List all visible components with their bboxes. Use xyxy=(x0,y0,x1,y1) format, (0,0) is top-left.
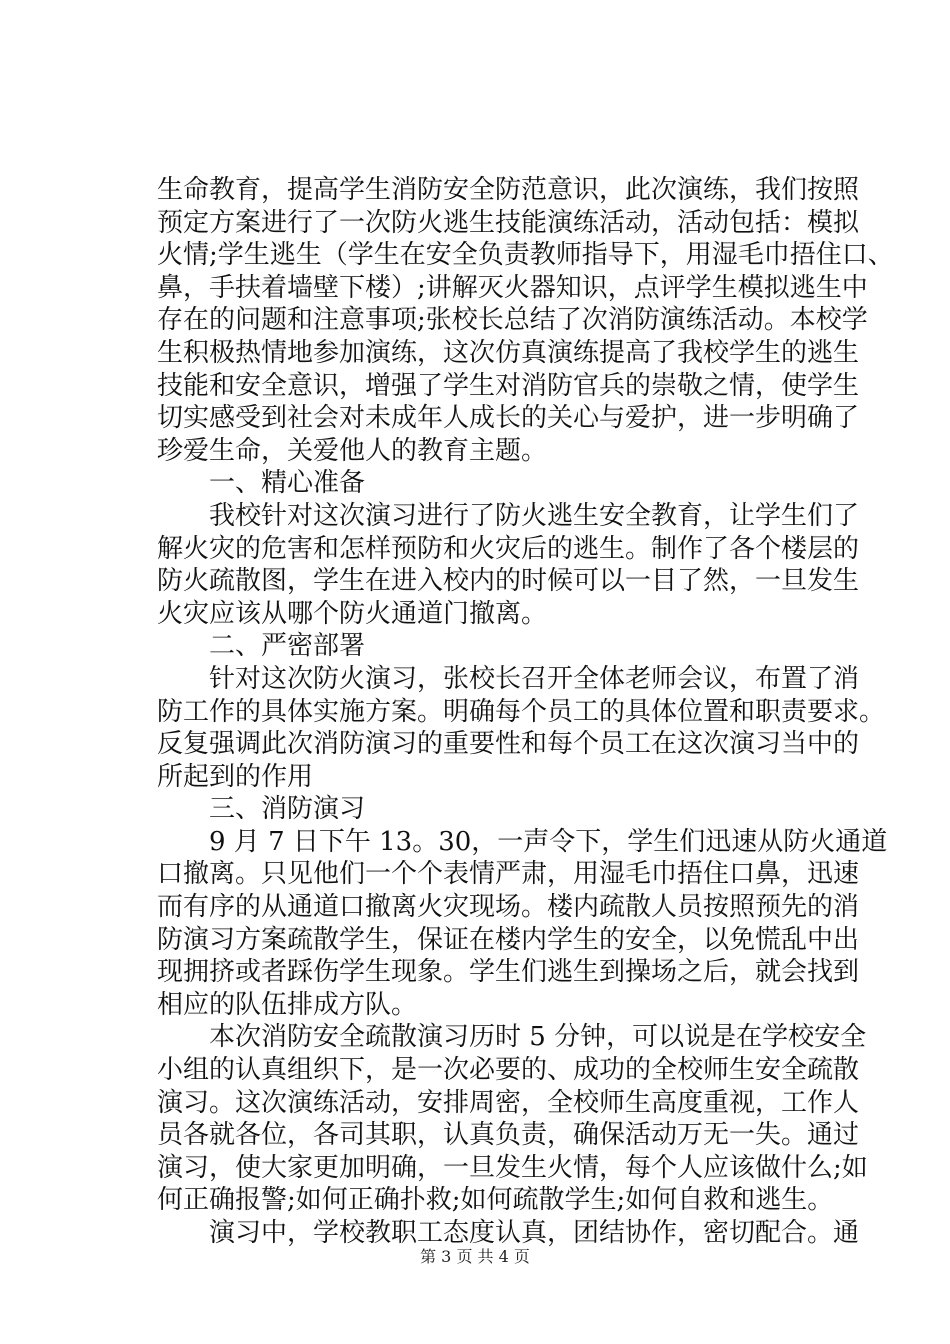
text-line: 演习，使大家更加明确，一旦发生火情，每个人应该做什么;如 xyxy=(157,1152,868,1183)
text-line: 演习中，学校教职工态度认真，团结协作，密切配合。通 xyxy=(157,1218,860,1248)
text-line: 生命教育，提高学生消防安全防范意识，此次演练，我们按照 xyxy=(157,175,860,205)
text-line: 演习。这次演练活动，安排周密，全校师生高度重视，工作人 xyxy=(157,1087,860,1118)
text-line: 一、精心准备 xyxy=(157,468,366,499)
text-line: 防火疏散图，学生在进入校内的时候可以一目了然，一旦发生 xyxy=(157,566,860,597)
text-line: 反复强调此次消防演习的重要性和每个员工在这次演习当中的 xyxy=(157,729,860,760)
text-line: 技能和安全意识，增强了学生对消防官兵的崇敬之情，使学生 xyxy=(157,370,860,401)
text-line: 本次消防安全疏散演习历时 5 分钟，可以说是在学校安全 xyxy=(157,1022,867,1053)
text-line: 切实感受到社会对未成年人成长的关心与爱护，进一步明确了 xyxy=(157,403,860,434)
text-line: 小组的认真组织下，是一次必要的、成功的全校师生安全疏散 xyxy=(157,1055,860,1086)
text-line: 鼻，手扶着墙壁下楼）;讲解灭火器知识，点评学生模拟逃生中 xyxy=(157,272,868,303)
text-line: 三、消防演习 xyxy=(157,794,366,825)
document-body xyxy=(157,174,894,1250)
text-line: 珍爱生命，关爱他人的教育主题。 xyxy=(157,435,548,466)
text-line: 解火灾的危害和怎样预防和火灾后的逃生。制作了各个楼层的 xyxy=(157,533,860,564)
text-line: 口撤离。只见他们一个个表情严肃，用湿毛巾捂住口鼻，迅速 xyxy=(157,859,860,890)
text-line: 员各就各位，各司其职，认真负责，确保活动万无一失。通过 xyxy=(157,1120,860,1151)
text-line: 相应的队伍排成方队。 xyxy=(157,989,418,1020)
text-line: 现拥挤或者踩伤学生现象。学生们逃生到操场之后，就会找到 xyxy=(157,957,860,988)
page-footer: 第 3 页 共 4 页 xyxy=(420,1247,530,1266)
text-line: 二、严密部署 xyxy=(157,631,366,662)
text-line: 防演习方案疏散学生，保证在楼内学生的安全，以免慌乱中出 xyxy=(157,924,860,955)
text-line: 何正确报警;如何正确扑救;如何疏散学生;如何自救和逃生。 xyxy=(157,1185,834,1216)
text-line: 生积极热情地参加演练，这次仿真演练提高了我校学生的逃生 xyxy=(157,337,860,368)
text-line: 所起到的作用 xyxy=(157,761,314,792)
text-line: 预定方案进行了一次防火逃生技能演练活动，活动包括：模拟 xyxy=(157,207,860,238)
text-line: 火情;学生逃生（学生在安全负责教师指导下，用湿毛巾捂住口、 xyxy=(157,240,894,271)
text-line: 防工作的具体实施方案。明确每个员工的具体位置和职责要求。 xyxy=(157,696,886,727)
text-line: 针对这次防火演习，张校长召开全体老师会议，布置了消 xyxy=(157,663,860,694)
text-line: 而有序的从通道口撤离火灾现场。楼内疏散人员按照预先的消 xyxy=(157,892,860,923)
text-line: 存在的问题和注意事项;张校长总结了次消防演练活动。本校学 xyxy=(157,305,868,336)
text-line: 9 月 7 日下午 13。30，一声令下，学生们迅速从防火通道 xyxy=(157,826,888,857)
text-line: 火灾应该从哪个防火通道门撤离。 xyxy=(157,598,548,629)
text-line: 我校针对这次演习进行了防火逃生安全教育，让学生们了 xyxy=(157,500,860,531)
